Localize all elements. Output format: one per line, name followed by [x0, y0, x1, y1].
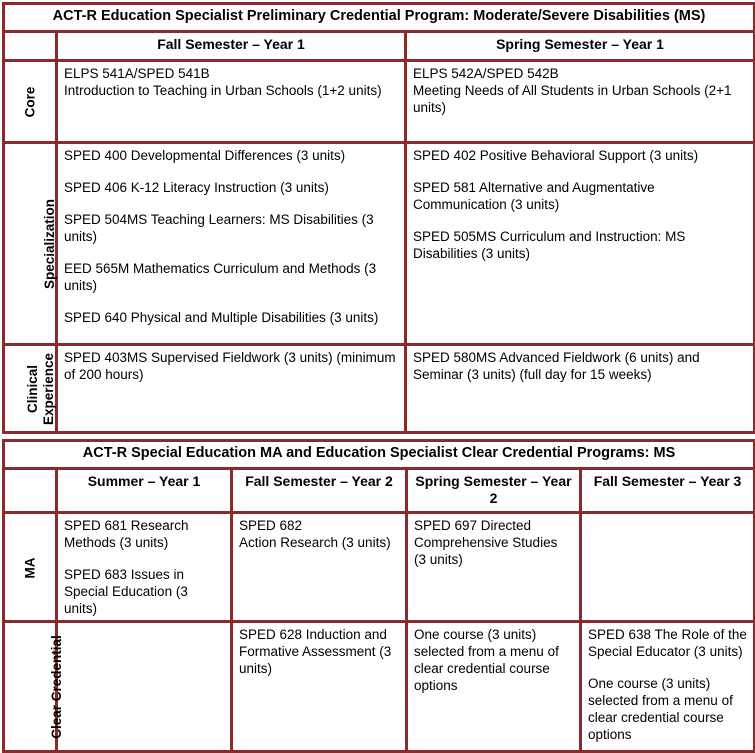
row-label: Clear Credential [48, 635, 64, 739]
course-cell [57, 622, 232, 752]
course-entry: SPED 402 Positive Behavioral Support (3 units) [413, 148, 699, 163]
course-cell [232, 513, 407, 622]
clear-credential-table [2, 439, 755, 753]
row-header [4, 622, 64, 752]
course-entry: One course (3 units) selected from a menu of clear credential course options [414, 627, 559, 693]
row-label: Core [21, 86, 37, 118]
column-header: Fall Semester – Year 2 [232, 469, 407, 513]
course-cell [406, 61, 755, 143]
row-label: MA [22, 557, 37, 578]
course-entry: SPED 681 Research Methods (3 units) [64, 518, 189, 550]
table-title: ACT-R Education Specialist Preliminary Credential Program: Moderate/Severe Disabilities (MS) [4, 4, 755, 32]
course-cell [57, 345, 406, 433]
row-header [4, 513, 57, 622]
column-header: Fall Semester – Year 3 [581, 469, 755, 513]
table-row [4, 345, 755, 433]
course-entry: EED 565M Mathematics Curriculum and Methods (3 units) [64, 261, 377, 293]
course-cell [406, 345, 755, 433]
table-row [4, 622, 755, 752]
course-cell [57, 143, 406, 345]
course-entry: SPED 403MS Supervised Fieldwork (3 units) (minimum of 200 hours) [64, 350, 396, 382]
course-entry: SPED 406 K-12 Literacy Instruction (3 units) [64, 180, 329, 195]
course-entry: SPED 400 Developmental Differences (3 units) [64, 148, 346, 163]
course-entry: ELPS 541A/SPED 541B Introduction to Teaching in Urban Schools (1+2 units) [64, 66, 382, 98]
course-entry: SPED 640 Physical and Multiple Disabilities (3 units) [64, 310, 379, 325]
row-label [25, 352, 57, 424]
course-cell [232, 622, 407, 752]
column-header: Spring Semester – Year 2 [407, 469, 581, 513]
column-header: Summer – Year 1 [57, 469, 232, 513]
course-cell [407, 513, 581, 622]
course-entry: SPED 581 Alternative and Augmentative Communication (3 units) [413, 180, 655, 212]
table-row [4, 61, 755, 143]
row-label-line: Experience [41, 352, 57, 425]
corner-cell [4, 32, 57, 61]
table-title: ACT-R Special Education MA and Education Specialist Clear Credential Programs: MS [4, 441, 755, 469]
course-cell [581, 622, 755, 752]
row-header [4, 61, 57, 143]
row-label-line: Clinical [25, 364, 41, 413]
row-label: Specialization [42, 198, 58, 290]
course-entry: One course (3 units) selected from a menu of clear credential course options [588, 676, 733, 742]
table-row [4, 513, 755, 622]
course-entry: SPED 505MS Curriculum and Instruction: MS Disabilities (3 units) [413, 229, 686, 261]
course-entry: SPED 628 Induction and Formative Assessment (3 units) [239, 627, 392, 676]
row-header [4, 345, 57, 433]
course-entry: SPED 504MS Teaching Learners: MS Disabilities (3 units) [64, 212, 374, 244]
column-header: Fall Semester – Year 1 [57, 32, 406, 61]
row-header [4, 143, 57, 345]
course-entry: SPED 682 Action Research (3 units) [239, 518, 391, 550]
course-entry: SPED 697 Directed Comprehensive Studies (3 units) [414, 518, 558, 567]
course-cell [57, 513, 232, 622]
course-cell [407, 622, 581, 752]
course-cell [581, 513, 755, 622]
preliminary-credential-table [2, 2, 755, 434]
table-row [4, 143, 755, 345]
course-entry: SPED 638 The Role of the Special Educator (3 units) [588, 627, 747, 659]
course-cell [57, 61, 406, 143]
course-cell [406, 143, 755, 345]
corner-cell [4, 469, 57, 513]
course-entry: SPED 580MS Advanced Fieldwork (6 units) and Seminar (3 units) (full day for 15 weeks) [413, 350, 700, 382]
course-entry: SPED 683 Issues in Special Education (3 units) [64, 567, 188, 616]
course-entry: ELPS 542A/SPED 542B Meeting Needs of All Students in Urban Schools (2+1 units) [413, 66, 732, 115]
column-header: Spring Semester – Year 1 [406, 32, 755, 61]
